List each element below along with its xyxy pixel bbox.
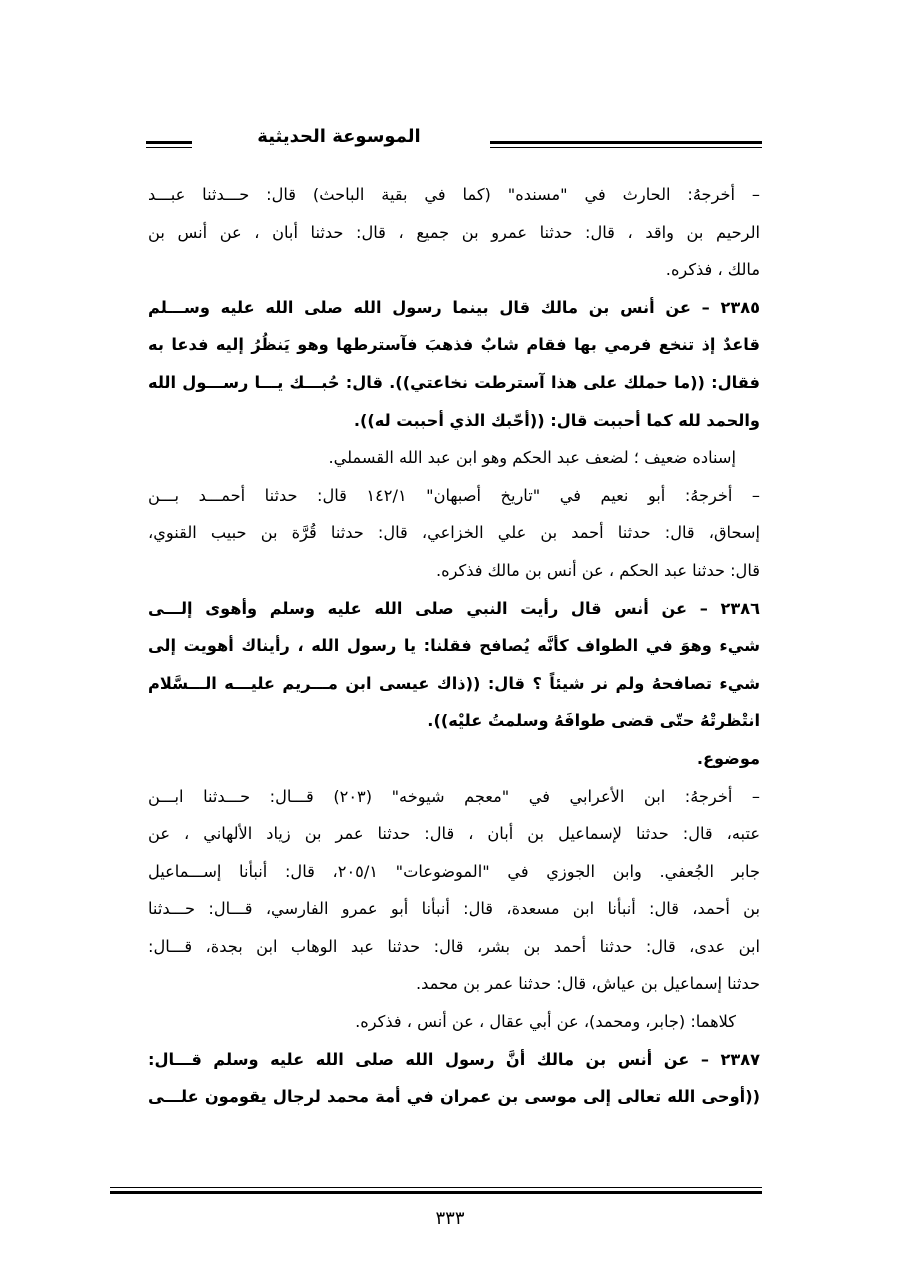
text-line: قاعدٌ إذ تنخع فرمي بها فقام شابٌ فذهبَ فآسترطها وهو يَنظُرُ إليه فدعا به bbox=[148, 335, 760, 355]
text-line: إسحاق، قال: حدثنا أحمد بن علي الخزاعي، قال: حدثنا قُرَّة بن حبيب القنوي، bbox=[148, 523, 760, 543]
text-line: عتبه، قال: حدثنا لإسماعيل بن أبان ، قال: حدثنا عمر بن زياد الألهاني ، عن bbox=[148, 824, 760, 844]
text-line: شيء وهوَ في الطواف كأنَّه يُصافح فقلنا: يا رسول الله ، رأيناك أهويت إلى bbox=[148, 636, 760, 656]
text-line: ٢٣٨٥ – عن أنس بن مالك قال بينما رسول الله صلى الله عليه وســـلم bbox=[148, 297, 760, 317]
text-line: إسناده ضعيف ؛ لضعف عبد الحكم وهو ابن عبد الله القسملي. bbox=[328, 448, 736, 468]
text-line: جابر الجُعفي. وابن الجوزي في "الموضوعات" ٢٠٥/١، قال: أنبأنا إســـماعيل bbox=[148, 861, 760, 881]
text-line: – أخرجهُ: الحارث في "مسنده" (كما في بقية الباحث) قال: حـــدثنا عبـــد bbox=[148, 185, 760, 204]
text-line: – أخرجهُ: ابن الأعرابي في "معجم شيوخه" (٢٠٣) قـــال: حـــدثنا ابـــن bbox=[148, 786, 760, 806]
text-line: فقال: ((ما حملك على هذا آسترطت نخاعتي)). قال: حُبـــك يـــا رســـول الله bbox=[148, 372, 760, 392]
header-rule-right bbox=[490, 141, 762, 144]
text-line: انتْظرتْهُ حتّى قضى طوافَهُ وسلمتُ عليْه)). bbox=[427, 711, 760, 731]
page-number: ٣٣٣ bbox=[435, 1208, 465, 1229]
text-line: والحمد لله كما أحببت قال: ((أحّبك الذي أحببت له)). bbox=[353, 410, 760, 430]
text-line: شيء تصافحهُ ولم نر شيئاً ؟ قال: ((ذاك عيسى ابن مـــريم عليـــه الـــسَّلام bbox=[148, 673, 760, 693]
header-title: الموسوعة الحديثية bbox=[257, 126, 421, 147]
text-line: بن أحمد، قال: أنبأنا ابن مسعدة، قال: أنبأنا أبو عمرو الفارسي، قـــال: حـــدثنا bbox=[148, 899, 760, 919]
text-line: الرحيم بن واقد ، قال: حدثنا عمرو بن جميع ، قال: حدثنا أبان ، عن أنس بن bbox=[148, 222, 760, 242]
text-line: كلاهما: (جابر، ومحمد)، عن أبي عقال ، عن أنس ، فذكره. bbox=[355, 1012, 736, 1032]
footer-rule bbox=[110, 1187, 762, 1188]
text-line: ٢٣٨٧ – عن أنس بن مالك أنَّ رسول الله صلى الله عليه وسلم قـــال: bbox=[148, 1049, 760, 1069]
text-line: ابن عدى، قال: حدثنا أحمد بن بشر، قال: حدثنا عبد الوهاب ابن بجدة، قـــال: bbox=[148, 936, 760, 956]
text-line: قال: حدثنا عبد الحكم ، عن أنس بن مالك فذكره. bbox=[435, 560, 760, 580]
text-line: مالك ، فذكره. bbox=[665, 260, 760, 280]
body-text bbox=[148, 176, 760, 1116]
text-line: حدثنا إسماعيل بن عياش، قال: حدثنا عمر بن محمد. bbox=[415, 974, 760, 994]
header-rule-left bbox=[146, 141, 192, 144]
running-header bbox=[110, 122, 762, 162]
text-line: ٢٣٨٦ – عن أنس قال رأيت النبي صلى الله عليه وسلم وأهوى إلـــى bbox=[148, 598, 760, 618]
text-line: موضوع. bbox=[696, 748, 760, 768]
text-line: – أخرجهُ: أبو نعيم في "تاريخ أصبهان" ١٤٢/١ قال: حدثنا أحمـــد بـــن bbox=[148, 485, 760, 505]
text-line: ((أوحى الله تعالى إلى موسى بن عمران في أمة محمد لرجال يقومون علـــى bbox=[148, 1087, 760, 1107]
